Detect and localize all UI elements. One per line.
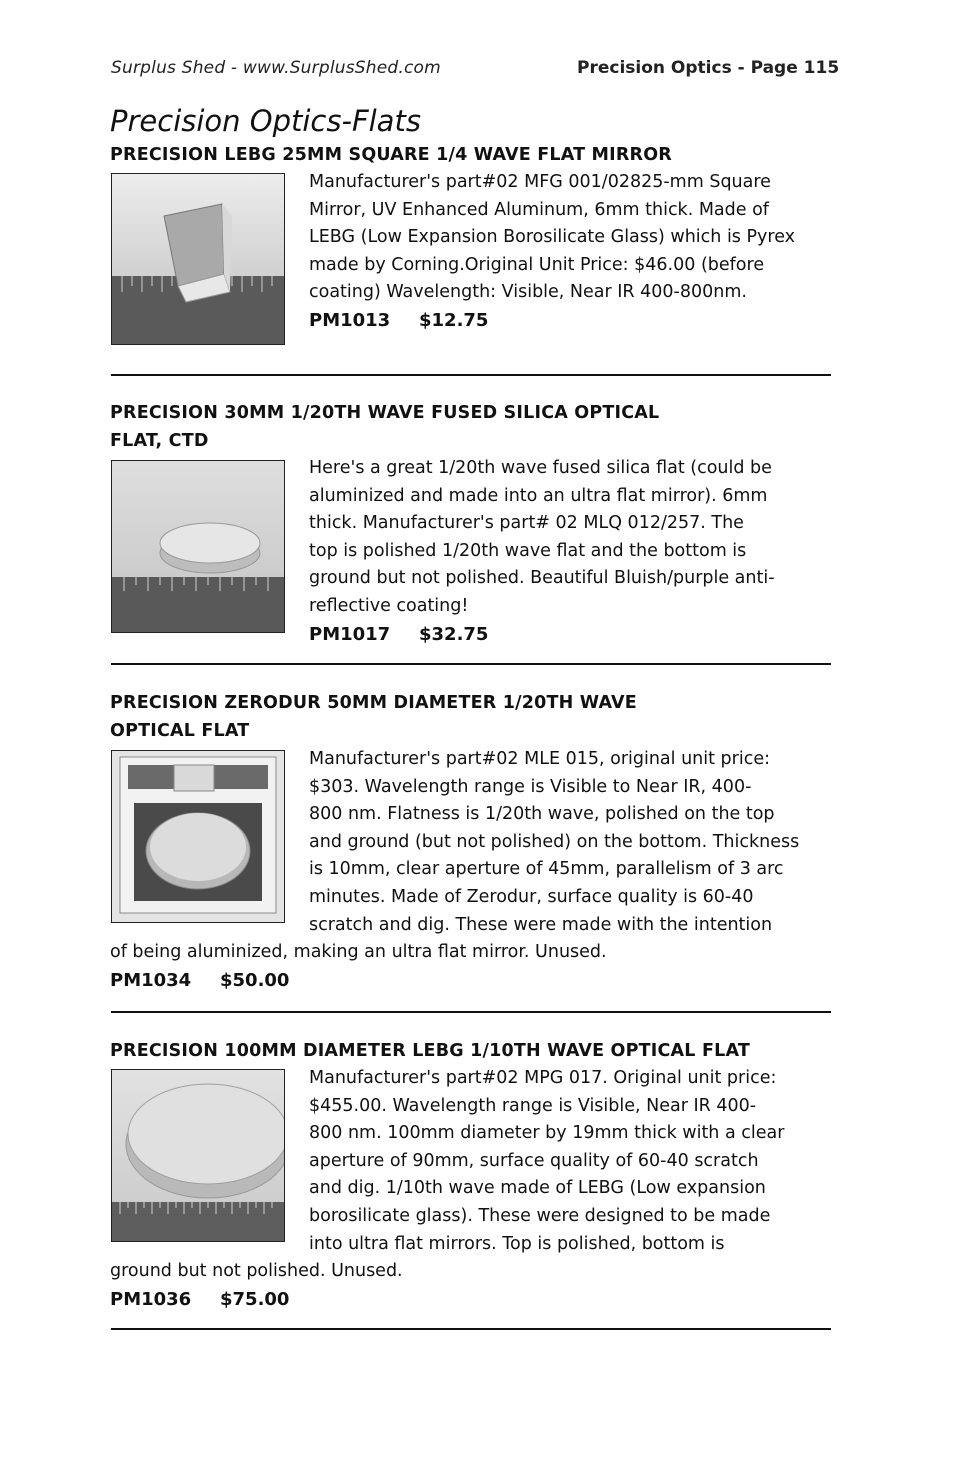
product-description: Manufacturer's part#02 MFG 001/02825-mm Square Mirror, UV Enhanced Aluminum, 6mm thick. Made of LEBG (Low Expansion Borosilicate Glass) which is Pyrex made by Corning.Original Unit Price: $46.00 (before coating) Wavelength: Visible, Near IR 400-800nm. PM1013 $12.75 xyxy=(309,169,795,335)
product-description: Here's a great 1/20th wave fused silica flat (could be aluminized and made into an ultra flat mirror). 6mm thick. Manufacturer's part# 02 MLQ 012/257. The top is polished 1/20th wave flat and the bottom is ground but not polished. Beautiful Bluish/purple anti- reflective coating! PM1017 $32.75 xyxy=(309,455,775,648)
product-description: Manufacturer's part#02 MLE 015, original unit price: $303. Wavelength range is Visible to Near IR, 400- 800 nm. Flatness is 1/20th wave, polished on the top and ground (but not polished) on the bottom. Thickness is 10mm, clear aperture of 45mm, parallelism of 3 arc minutes. Made of Zerodur, surface quality is 60-40 scratch and dig. These were made with the intention xyxy=(309,749,800,935)
section-title: Precision Optics-Flats xyxy=(110,104,421,138)
product-title: PRECISION ZERODUR 50MM DIAMETER 1/20TH WAVE OPTICAL FLAT xyxy=(110,693,637,741)
header-page: Precision Optics - Page 115 xyxy=(577,58,840,78)
round-flat-on-ruler-photo xyxy=(111,460,285,633)
product-title: PRECISION 30MM 1/20TH WAVE FUSED SILICA OPTICAL FLAT, CTD xyxy=(110,403,660,451)
price-value: $12.75 xyxy=(419,309,489,331)
price-value: $50.00 xyxy=(220,969,290,991)
divider xyxy=(111,663,831,665)
product-description-continued: of being aluminized, making an ultra flat mirror. Unused. PM1034 $50.00 xyxy=(110,939,607,994)
large-flat-on-ruler-photo xyxy=(111,1069,285,1242)
flat-in-foam-case-photo xyxy=(111,750,285,923)
divider xyxy=(111,1328,831,1330)
product-sku: PM1036 xyxy=(110,1288,192,1310)
product-price xyxy=(110,1286,403,1314)
product-sku: PM1017 xyxy=(309,623,391,645)
price-value: $32.75 xyxy=(419,623,489,645)
product-price xyxy=(309,621,775,649)
square-mirror-on-ruler-photo xyxy=(111,173,285,345)
divider xyxy=(111,1011,831,1013)
product-price xyxy=(110,967,607,995)
price-value: $75.00 xyxy=(220,1288,290,1310)
divider xyxy=(111,374,831,376)
header-site: Surplus Shed - www.SurplusShed.com xyxy=(111,58,441,78)
product-description-continued: ground but not polished. Unused. PM1036 $75.00 xyxy=(110,1258,403,1313)
product-sku: PM1013 xyxy=(309,309,391,331)
product-sku: PM1034 xyxy=(110,969,192,991)
product-price xyxy=(309,307,795,335)
product-description: Manufacturer's part#02 MPG 017. Original unit price: $455.00. Wavelength range is Visible, Near IR 400- 800 nm. 100mm diameter by 19mm thick with a clear aperture of 90mm, surface quality of 60-40 scratch and dig. 1/10th wave made of LEBG (Low expansion borosilicate glass). These were designed to be made into ultra flat mirrors. Top is polished, bottom is xyxy=(309,1068,785,1254)
product-title: PRECISION LEBG 25MM SQUARE 1/4 WAVE FLAT MIRROR xyxy=(110,145,672,165)
product-title: PRECISION 100MM DIAMETER LEBG 1/10TH WAVE OPTICAL FLAT xyxy=(110,1041,750,1061)
